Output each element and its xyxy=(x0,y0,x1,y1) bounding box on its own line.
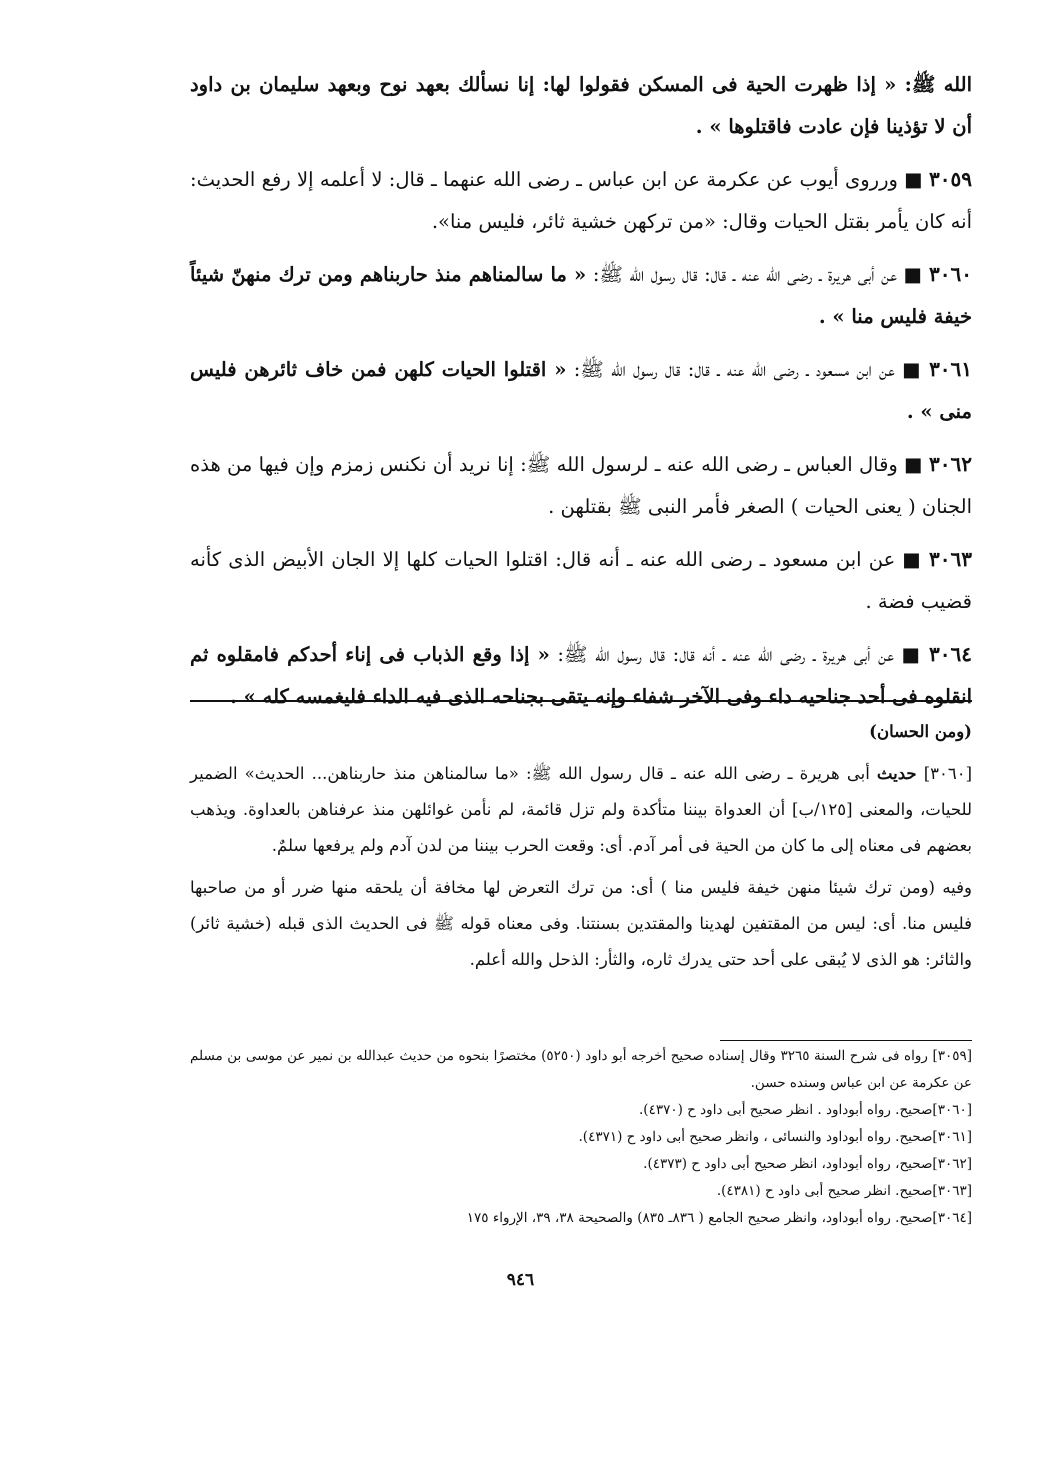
hadith-text: ورروى أيوب عن عكرمة عن ابن عباس ـ رضى الله عنهما ـ قال: لا أعلمه إلا رفع الحديث: أنه كان يأمر بقتل الحيات وقال: «من تركهن خشية ثائر، فليس منا». xyxy=(190,168,972,233)
hadith-3063 xyxy=(190,538,972,623)
hadith-section xyxy=(190,64,972,728)
section-divider xyxy=(190,700,972,702)
hadith-number: ٣٠٥٩ xyxy=(929,167,972,191)
hadith-paragraph-continuation: الله ﷺ: « إذا ظهرت الحية فى المسكن فقولوا لها: إنا نسألك بعهد نوح وبعهد سليمان بن داود أن لا تؤذينا فإن عادت فاقتلوها » . xyxy=(190,73,972,138)
hadith-bullet: ■ xyxy=(902,548,922,571)
hadith-number: ٣٠٦٣ xyxy=(929,547,972,571)
hadith-bullet: ■ xyxy=(901,643,922,666)
hadith-3060 xyxy=(190,253,972,338)
footnote-3064: [٣٠٦٤]صحيح. رواه أبوداود، وانظر صحيح الجامع ( ٨٣٦ـ ٨٣٥) والصحيحة ٣٨، ٣٩، الإرواء ١٧٥ xyxy=(466,1210,972,1226)
hadith-bullet: ■ xyxy=(902,358,922,381)
hadith-3062 xyxy=(190,443,972,528)
hadith-number: ٣٠٦٢ xyxy=(929,452,973,476)
hadith-intro: عن أبى هريرة ـ رضى الله عنه ـ قال: قال رسول الله ﷺ: xyxy=(592,263,898,286)
page-number: ٩٤٦ xyxy=(506,1270,535,1290)
hadith-intro: عن أبى هريرة ـ رضى الله عنه ـ أنه قال: قال رسول الله ﷺ: xyxy=(557,643,895,666)
hadith-3061 xyxy=(190,348,972,433)
hadith-3059 xyxy=(190,158,972,243)
hadith-bullet: ■ xyxy=(903,263,923,286)
footnote-3062: [٣٠٦٢]صحيح، رواه أبوداود، انظر صحيح أبى داود ح (٤٣٧٣). xyxy=(643,1156,972,1172)
hadith-text: عن ابن مسعود ـ رضى الله عنه ـ أنه قال: اقتلوا الحيات كلها إلا الجان الأبيض الذى كأنه قضيب فضة . xyxy=(190,548,972,613)
hadith-text: وقال العباس ـ رضى الله عنه ـ لرسول الله ﷺ: إنا نريد أن نكنس زمزم وإن فيها من هذه الجنان ( يعنى الحيات ) الصغر فأمر النبى ﷺ بقتلهن . xyxy=(190,453,972,518)
commentary-lead: حديث xyxy=(876,764,917,783)
hadith-bullet: ■ xyxy=(904,453,923,476)
hadith-quote: « إذا وقع الذباب فى إناء أحدكم فامقلوه ثم انقلوه فى أحد جناحيه داء وفى الآخر شفاء وإنه يتقى بجناحه الذى فيه الداء فليغمسه كله » . xyxy=(190,643,972,708)
hadith-number: ٣٠٦١ xyxy=(929,357,973,381)
footnote-3059: [٣٠٥٩] رواه فى شرح السنة ٣٢٦٥ وقال إسناده صحيح أخرجه أبو داود (٥٢٥٠) مختصرًا بنحوه من حديث عبدالله بن نمير عن موسى بن مسلم عن عكرمة عن ابن عباس وسنده حسن. xyxy=(190,1048,973,1091)
hadith-3064 xyxy=(190,633,972,718)
footnotes-section xyxy=(190,1043,972,1232)
hadith-quote: « اقتلوا الحيات كلهن فمن خاف ثائرهن فليس منى » . xyxy=(190,358,972,423)
footnote-3063: [٣٠٦٣]صحيح. انظر صحيح أبى داود ح (٤٣٨١). xyxy=(716,1183,972,1199)
footnote-3061: [٣٠٦١]صحيح. رواه أبوداود والنسائى ، وانظر صحيح أبى داود ح (٤٣٧١). xyxy=(578,1129,972,1145)
hadith-quote: « ما سالمناهم منذ حاربناهم ومن ترك منهنّ شيئاً خيفة فليس منا » . xyxy=(190,263,972,328)
commentary-ref: [٣٠٦٠] xyxy=(923,764,973,783)
commentary-text: أبى هريرة ـ رضى الله عنه ـ قال رسول الله ﷺ: «ما سالمناهن منذ حاربناهن... الحديث» الضمير للحيات، والمعنى [١٢٥/ب] أن العدواة بيننا متأكدة ولم تزل قائمة، لم نأمن غوائلهن منذ عرفناهن بالعداوة. ويذهب بعضهم فى معناه إلى ما كان من الحية فى أمر آدم. أى: وقعت الحرب بيننا من لدن آدم ولم يرفعها سلمٌ. xyxy=(190,764,972,855)
commentary-heading: (ومن الحسان) xyxy=(869,722,972,741)
commentary-section xyxy=(190,714,972,984)
hadith-bullet: ■ xyxy=(904,168,923,191)
hadith-number: ٣٠٦٤ xyxy=(929,642,972,666)
commentary-paragraph-2: وفيه (ومن ترك شيئا منهن خيفة فليس منا ) أى: من ترك التعرض لها مخافة أن يلحقه منها ضرر أو من صاحبها فليس منا. أى: ليس من المقتفين لهدينا والمقتدين بسنتنا. وفى معناه قوله ﷺ فى الحديث الذى قبله (خشية ثائر) والثائر: هو الذى لا يُبقى على أحد حتى يدرك ثاره، والثأر: الذحل والله أعلم. xyxy=(190,878,972,969)
hadith-number: ٣٠٦٠ xyxy=(929,262,972,286)
hadith-intro: عن ابن مسعود ـ رضى الله عنه ـ قال: قال رسول الله ﷺ: xyxy=(573,358,895,381)
footnote-3060: [٣٠٦٠]صحيح. رواه أبوداود . انظر صحيح أبى داود ح (٤٣٧٠). xyxy=(639,1102,972,1118)
commentary-paragraph-1 xyxy=(190,756,972,864)
footnote-divider xyxy=(720,1040,972,1041)
